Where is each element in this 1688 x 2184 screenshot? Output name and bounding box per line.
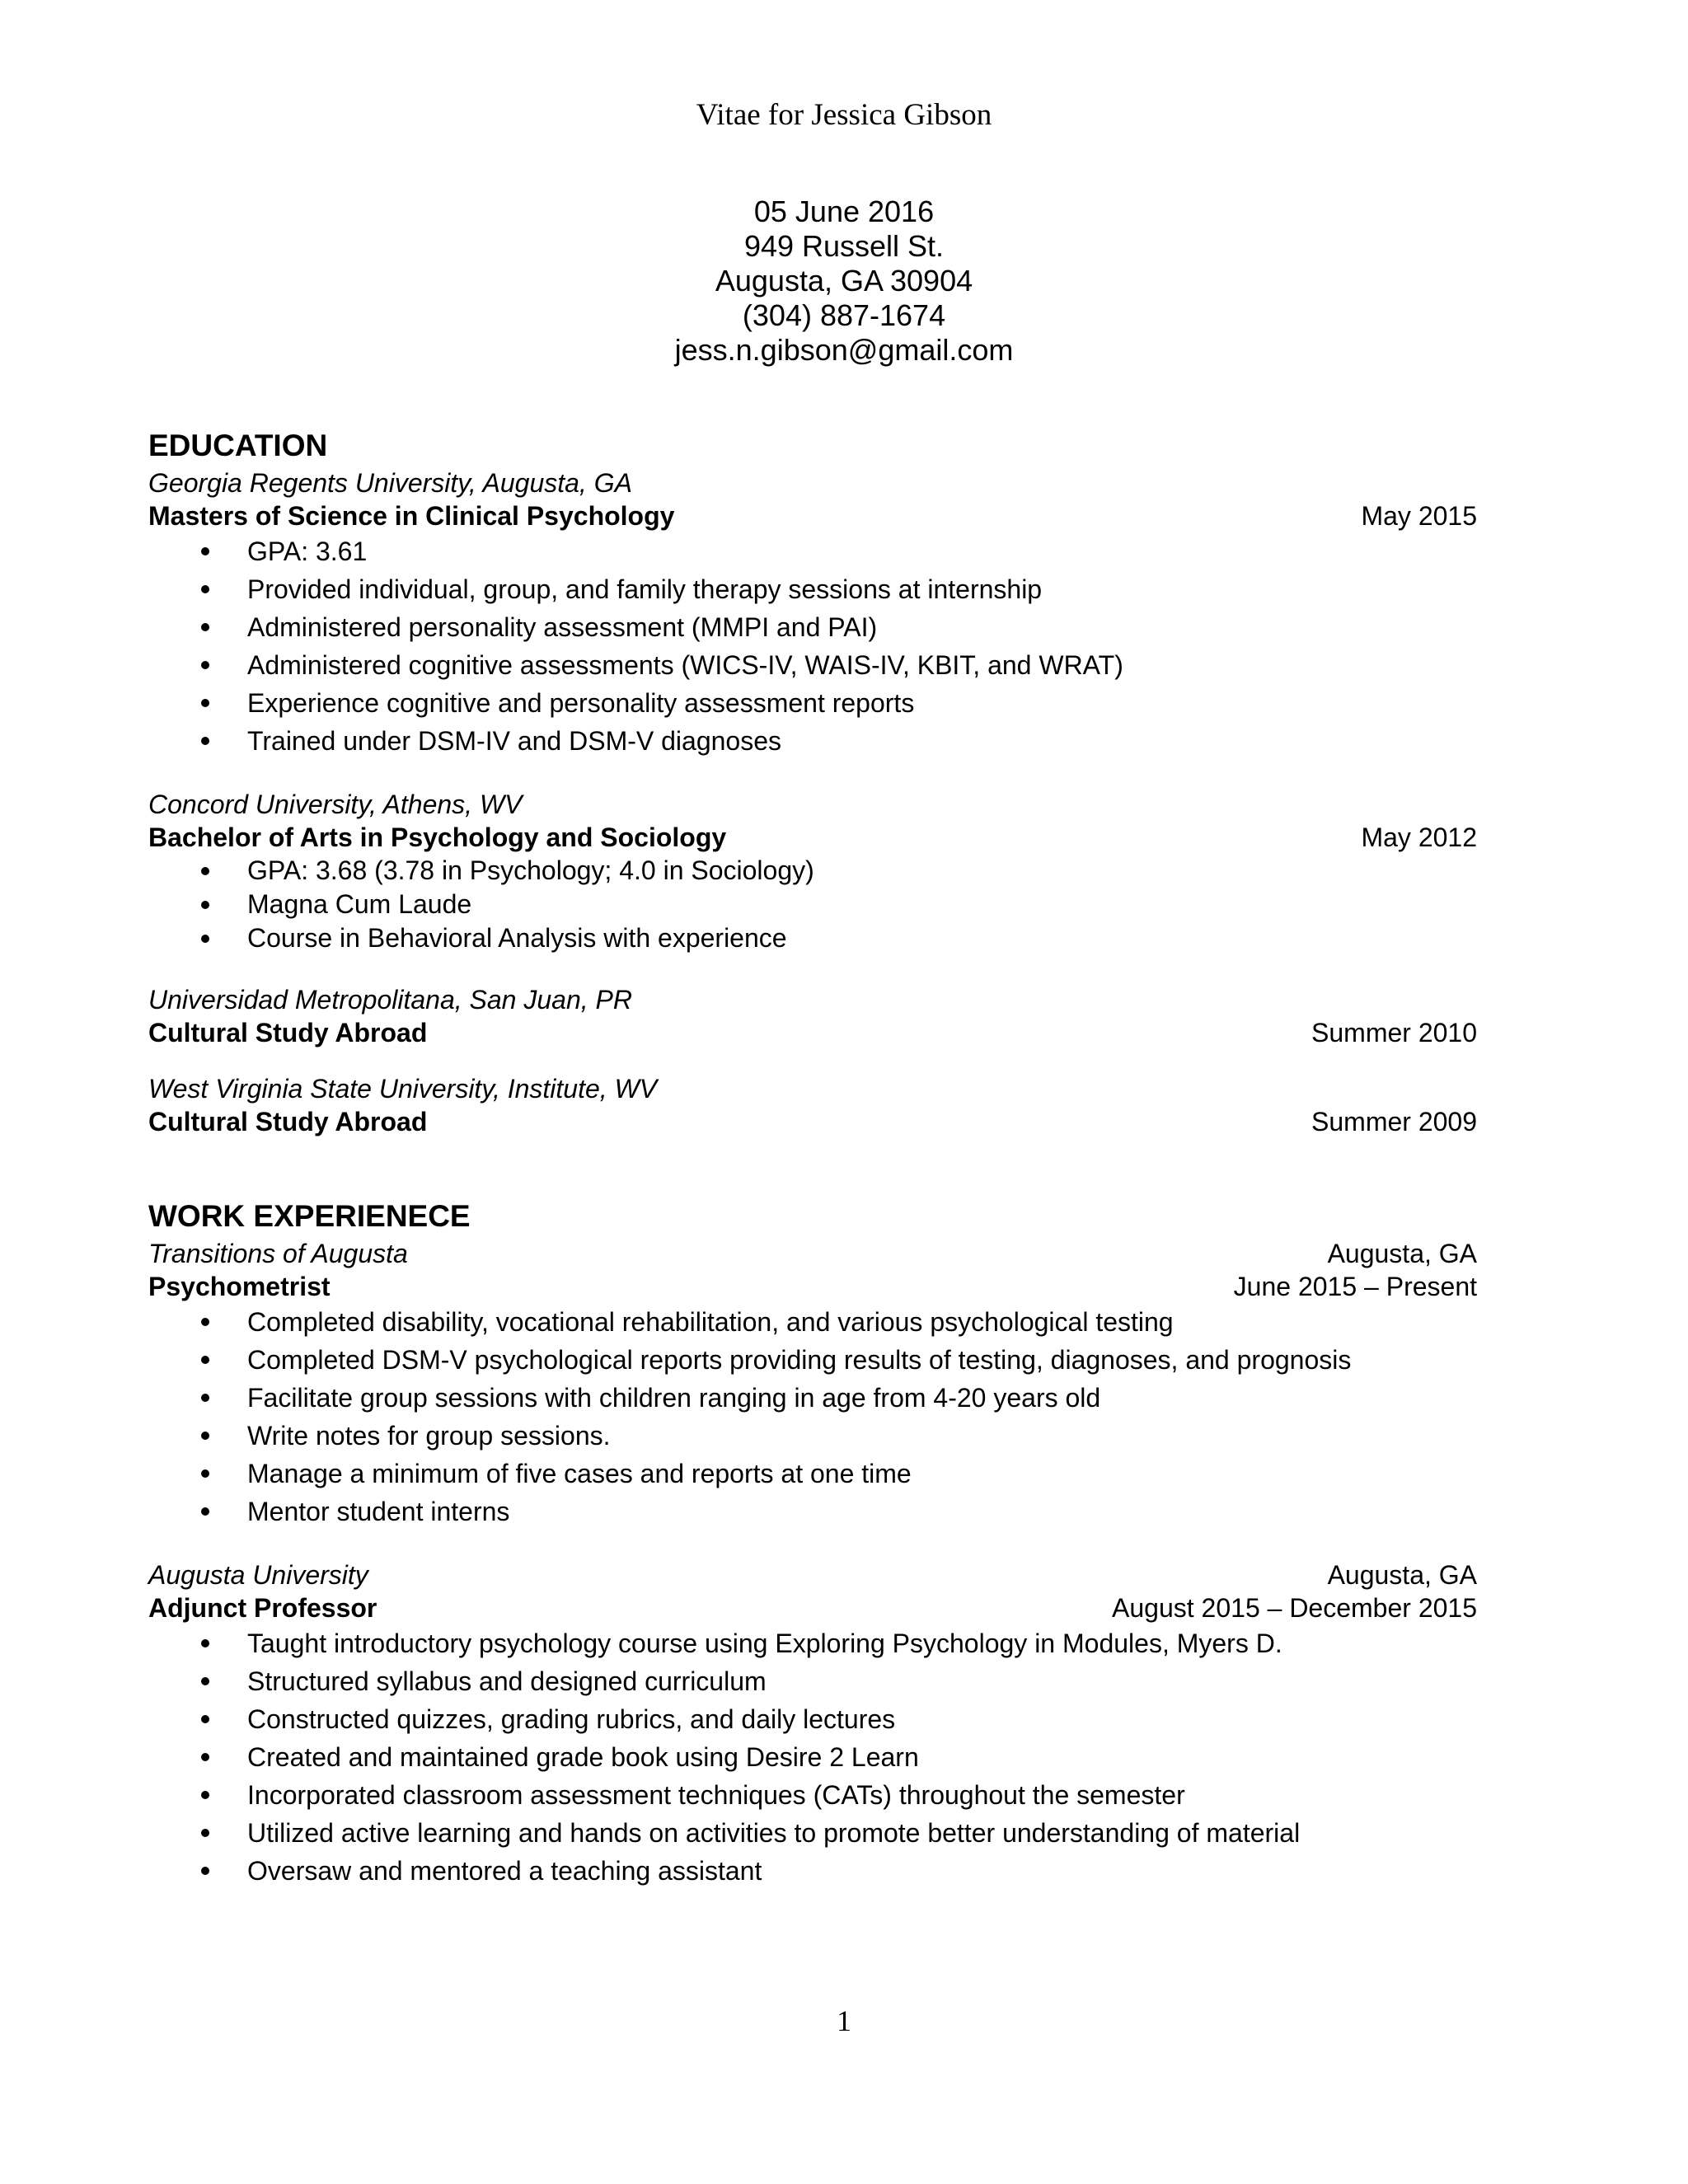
bullet-item: Facilitate group sessions with children ranging in age from 4-20 years old bbox=[148, 1379, 1477, 1417]
contact-email: jess.n.gibson@gmail.com bbox=[674, 333, 1014, 367]
institution-name: West Virginia State University, Institute, WV bbox=[148, 1074, 658, 1104]
job-title: Adjunct Professor bbox=[148, 1593, 377, 1623]
bullet-icon bbox=[201, 661, 209, 669]
bullet-item: Taught introductory psychology course using Exploring Psychology in Modules, Myers D. bbox=[148, 1624, 1477, 1662]
contact-street: 949 Russell St. bbox=[743, 229, 945, 263]
bullet-item: Incorporated classroom assessment techniques (CATs) throughout the semester bbox=[148, 1776, 1477, 1814]
page-number: 1 bbox=[837, 2004, 851, 2037]
work-location: Augusta, GA bbox=[1327, 1239, 1477, 1268]
institution-name: Georgia Regents University, Augusta, GA bbox=[148, 468, 632, 498]
bullet-icon bbox=[201, 585, 209, 593]
bullet-item: Administered personality assessment (MMPI and PAI) bbox=[148, 608, 1477, 646]
bullet-icon bbox=[201, 1715, 209, 1723]
bullet-icon bbox=[201, 1356, 209, 1364]
work-entry bbox=[148, 1558, 1477, 1890]
job-date: August 2015 – December 2015 bbox=[1112, 1593, 1477, 1623]
bullet-icon bbox=[201, 623, 209, 631]
work-location: Augusta, GA bbox=[1327, 1560, 1477, 1590]
job-title: Psychometrist bbox=[148, 1272, 331, 1301]
bullet-icon bbox=[201, 1791, 209, 1799]
contact-phone: (304) 887-1674 bbox=[742, 298, 946, 332]
bullet-icon bbox=[201, 1867, 209, 1875]
bullet-item: Utilized active learning and hands on activities to promote better understanding of material bbox=[148, 1814, 1477, 1852]
bullet-icon bbox=[201, 901, 209, 909]
contact-block bbox=[0, 194, 1688, 368]
bullet-icon bbox=[201, 1829, 209, 1837]
bullet-item: Provided individual, group, and family therapy sessions at internship bbox=[148, 570, 1477, 608]
bullet-icon bbox=[201, 1469, 209, 1478]
bullet-item: GPA: 3.68 (3.78 in Psychology; 4.0 in Sociology) bbox=[148, 854, 1477, 888]
bullet-icon bbox=[201, 737, 209, 745]
bullet-icon bbox=[201, 1318, 209, 1326]
bullet-icon bbox=[201, 1639, 209, 1647]
bullet-item: Write notes for group sessions. bbox=[148, 1417, 1477, 1455]
bullet-icon bbox=[201, 1507, 209, 1516]
bullet-item: Created and maintained grade book using Desire 2 Learn bbox=[148, 1738, 1477, 1776]
bullet-icon bbox=[201, 1432, 209, 1440]
institution-name: Concord University, Athens, WV bbox=[148, 790, 523, 819]
bullet-item: Completed DSM-V psychological reports providing results of testing, diagnoses, and prognosis bbox=[148, 1341, 1477, 1379]
bullet-list bbox=[148, 854, 1477, 955]
bullet-item: Constructed quizzes, grading rubrics, and daily lectures bbox=[148, 1700, 1477, 1738]
organization-name: Transitions of Augusta bbox=[148, 1239, 408, 1268]
bullet-item: Trained under DSM-IV and DSM-V diagnoses bbox=[148, 722, 1477, 760]
degree-date: Summer 2010 bbox=[1311, 1018, 1477, 1047]
bullet-icon bbox=[201, 547, 209, 555]
bullet-icon bbox=[201, 867, 209, 875]
bullet-list bbox=[148, 1303, 1477, 1530]
bullet-item: Mentor student interns bbox=[148, 1493, 1477, 1530]
education-entry bbox=[148, 466, 1477, 760]
resume-body bbox=[148, 425, 1477, 1890]
bullet-icon bbox=[201, 1394, 209, 1402]
bullet-list bbox=[148, 532, 1477, 760]
bullet-item: GPA: 3.61 bbox=[148, 532, 1477, 570]
education-entry bbox=[148, 1072, 1477, 1138]
degree-date: May 2015 bbox=[1361, 501, 1477, 531]
degree-title: Cultural Study Abroad bbox=[148, 1018, 428, 1047]
bullet-item: Completed disability, vocational rehabilitation, and various psychological testing bbox=[148, 1303, 1477, 1341]
bullet-icon bbox=[201, 1753, 209, 1761]
bullet-icon bbox=[201, 699, 209, 707]
page-header-title: Vitae for Jessica Gibson bbox=[696, 98, 992, 132]
bullet-item: Structured syllabus and designed curriculum bbox=[148, 1662, 1477, 1700]
bullet-icon bbox=[201, 935, 209, 943]
work-heading: WORK EXPERIENECE bbox=[148, 1199, 471, 1233]
degree-title: Bachelor of Arts in Psychology and Sociology bbox=[148, 823, 727, 852]
contact-city: Augusta, GA 30904 bbox=[715, 264, 973, 298]
bullet-item: Course in Behavioral Analysis with experience bbox=[148, 921, 1477, 955]
education-entry bbox=[148, 788, 1477, 955]
degree-date: May 2012 bbox=[1361, 823, 1477, 852]
degree-title: Masters of Science in Clinical Psychology bbox=[148, 501, 675, 531]
bullet-list bbox=[148, 1624, 1477, 1890]
work-entry bbox=[148, 1237, 1477, 1530]
degree-date: Summer 2009 bbox=[1311, 1107, 1477, 1137]
education-heading: EDUCATION bbox=[148, 429, 328, 462]
degree-title: Cultural Study Abroad bbox=[148, 1107, 428, 1137]
bullet-icon bbox=[201, 1677, 209, 1685]
bullet-item: Oversaw and mentored a teaching assistant bbox=[148, 1852, 1477, 1890]
bullet-item: Manage a minimum of five cases and reports at one time bbox=[148, 1455, 1477, 1493]
bullet-item: Administered cognitive assessments (WICS-IV, WAIS-IV, KBIT, and WRAT) bbox=[148, 646, 1477, 684]
contact-date: 05 June 2016 bbox=[753, 194, 935, 228]
institution-name: Universidad Metropolitana, San Juan, PR bbox=[148, 985, 632, 1015]
bullet-item: Magna Cum Laude bbox=[148, 888, 1477, 921]
organization-name: Augusta University bbox=[148, 1560, 368, 1590]
job-date: June 2015 – Present bbox=[1233, 1272, 1477, 1301]
education-entry bbox=[148, 983, 1477, 1049]
bullet-item: Experience cognitive and personality assessment reports bbox=[148, 684, 1477, 722]
